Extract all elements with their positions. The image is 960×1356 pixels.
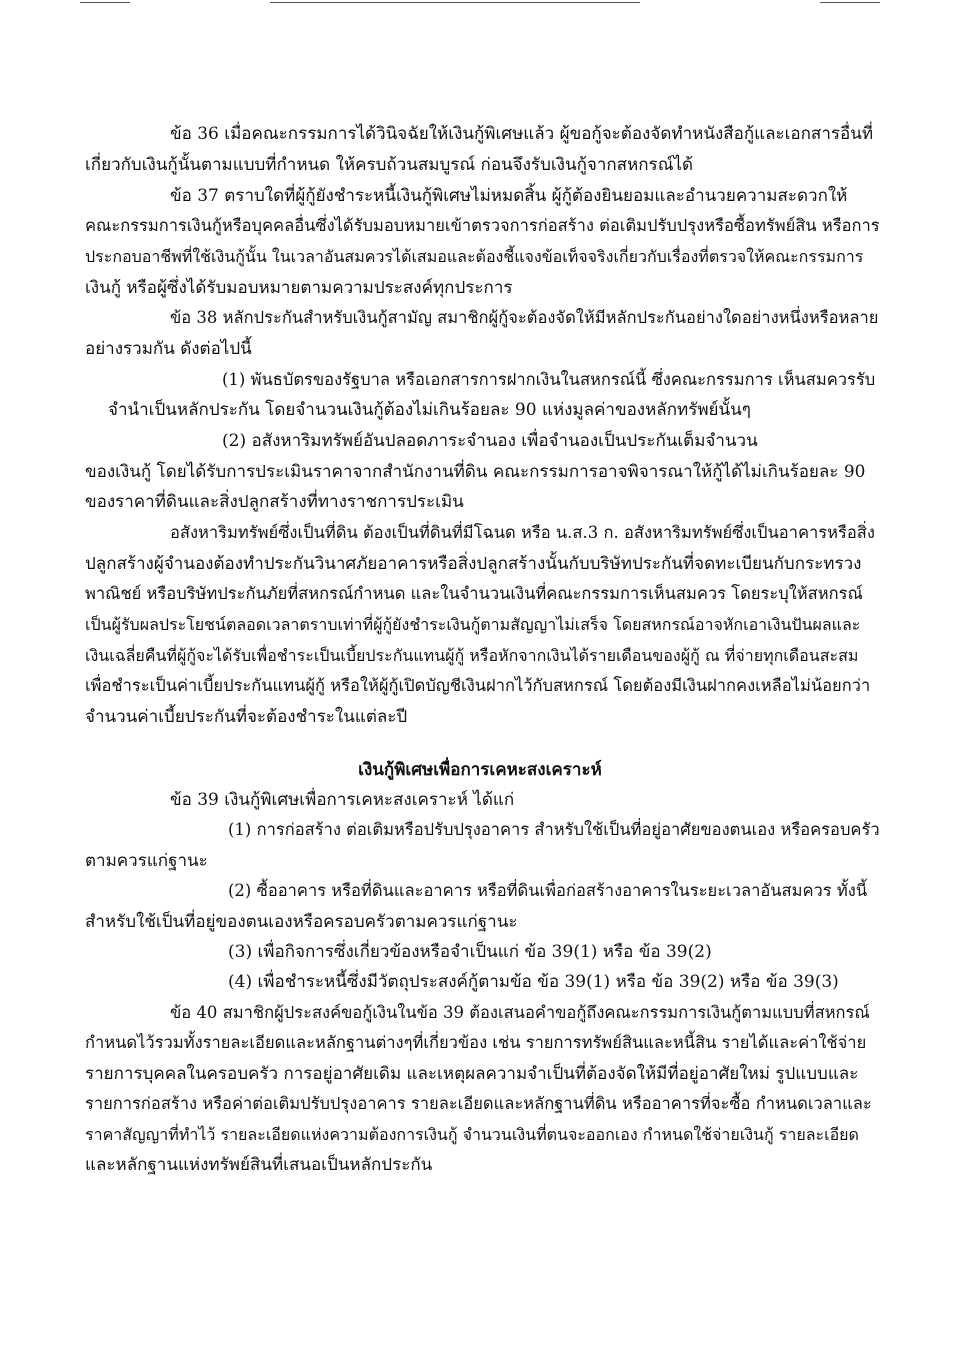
scan-edge-line (80, 2, 130, 3)
clause-37-line-4: เงินกู้ หรือผู้ซึ่งได้รับมอบหมายตามความประสงค์ทุกประการ (85, 278, 513, 298)
clause-38-item-1-line-2: จำนำเป็นหลักประกัน โดยจำนวนเงินกู้ต้องไม่เกินร้อยละ 90 แห่งมูลค่าของหลักทรัพย์นั้นๆ (108, 400, 751, 420)
clause-38-para-line-3: พาณิชย์ หรือบริษัทประกันภัยที่สหกรณ์กำหนด และในจำนวนเงินที่คณะกรรมการเห็นสมควร โดยระบุให้สหกรณ์ (85, 584, 863, 603)
clause-36-line-2: เกี่ยวกับเงินกู้นั้นตามแบบที่กำหนด ให้ครบถ้วนสมบูรณ์ ก่อนจึงรับเงินกู้จากสหกรณ์ได้ (85, 155, 694, 175)
section-heading: เงินกู้พิเศษเพื่อการเคหะสงเคราะห์ (358, 760, 602, 780)
clause-39-item-2-line-1: (2) ซื้ออาคาร หรือที่ดินและอาคาร หรือที่ดินเพื่อก่อสร้างอาคารในระยะเวลาอันสมควร ทั้งนี้ (228, 881, 868, 900)
clause-38-para-line-1: อสังหาริมทรัพย์ซึ่งเป็นที่ดิน ต้องเป็นที่ดินที่มีโฉนด หรือ น.ส.3 ก. อสังหาริมทรัพย์ซึ่งเป็นอาคารหรือสิ่ง (170, 523, 875, 542)
clause-40-line-1: ข้อ 40 สมาชิกผู้ประสงค์ขอกู้เงินในข้อ 39 ต้องเสนอคำขอกู้ถึงคณะกรรมการเงินกู้ตามแบบที่สหกรณ์ (170, 1003, 870, 1022)
clause-38-para-line-6: เพื่อชำระเป็นค่าเบี้ยประกันแทนผู้กู้ หรือให้ผู้กู้เปิดบัญชีเงินฝากไว้กับสหกรณ์ โดยต้องมีเงินฝากคงเหลือไม่น้อยกว่า (85, 676, 871, 695)
clause-40-line-3: รายการบุคคลในครอบครัว การอยู่อาศัยเดิม และเหตุผลความจำเป็นที่ต้องจัดให้มีที่อยู่อาศัยใหม่ รูปแบบและ (85, 1064, 859, 1084)
clause-38-para-line-7: จำนวนค่าเบี้ยประกันที่จะต้องชำระในแต่ละปี (85, 707, 408, 727)
clause-38-para-line-2: ปลูกสร้างผู้จำนองต้องทำประกันวินาศภัยอาคารหรือสิ่งปลูกสร้างนั้นกับบริษัทประกันที่จดทะเบียนกับกระทรวง (85, 554, 862, 574)
clause-38-item-2-line-3: ของราคาที่ดินและสิ่งปลูกสร้างที่ทางราชการประเมิน (85, 492, 464, 512)
clause-39-line-1: ข้อ 39 เงินกู้พิเศษเพื่อการเคหะสงเคราะห์ ได้แก่ (170, 790, 515, 810)
clause-38-item-2-line-1: (2) อสังหาริมทรัพย์อันปลอดภาระจำนอง เพื่อจำนองเป็นประกันเต็มจำนวน (222, 431, 758, 451)
clause-39-item-3: (3) เพื่อกิจการซึ่งเกี่ยวข้องหรือจำเป็นแก่ ข้อ 39(1) หรือ ข้อ 39(2) (228, 942, 712, 962)
clause-40-line-5: ราคาสัญญาที่ทำไว้ รายละเอียดแห่งความต้องการเงินกู้ จำนวนเงินที่ตนจะออกเอง กำหนดใช้จ่ายเงินกู้ รายละเอียด (85, 1125, 859, 1144)
clause-40-line-4: รายการก่อสร้าง หรือค่าต่อเติมปรับปรุงอาคาร รายละเอียดและหลักฐานที่ดิน หรืออาคารที่จะซื้อ กำหนดเวลาและ (85, 1094, 872, 1113)
clause-39-item-4: (4) เพื่อชำระหนี้ซึ่งมีวัตถุประสงค์กู้ตามข้อ ข้อ 39(1) หรือ ข้อ 39(2) หรือ ข้อ 39(3) (228, 972, 839, 992)
clause-37-line-1: ข้อ 37 ตราบใดที่ผู้กู้ยังชำระหนี้เงินกู้พิเศษไม่หมดสิ้น ผู้กู้ต้องยินยอมและอำนวยความสะดวกให้ (170, 186, 848, 206)
clause-38-para-line-5: เงินเฉลี่ยคืนที่ผู้กู้จะได้รับเพื่อชำระเป็นเบี้ยประกันแทนผู้กู้ หรือหักจากเงินได้รายเดือนของผู้กู้ ณ ที่จ่ายทุกเดือนสะสม (85, 646, 859, 665)
clause-38-line-1: ข้อ 38 หลักประกันสำหรับเงินกู้สามัญ สมาชิกผู้กู้จะต้องจัดให้มีหลักประกันอย่างใดอย่างหนึ่งหรือหลาย (170, 308, 879, 327)
clause-39-item-2-line-2: สำหรับใช้เป็นที่อยู่ของตนเองหรือครอบครัวตามควรแก่ฐานะ (85, 912, 518, 932)
clause-37-line-2: คณะกรรมการเงินกู้หรือบุคคลอื่นซึ่งได้รับมอบหมายเข้าตรวจการก่อสร้าง ต่อเติมปรับปรุงหรือซื้อทรัพย์สิน หรือการ (85, 216, 880, 235)
clause-40-line-6: และหลักฐานแห่งทรัพย์สินที่เสนอเป็นหลักประกัน (85, 1155, 433, 1175)
clause-40-line-2: กำหนดไว้รวมทั้งรายละเอียดและหลักฐานต่างๆที่เกี่ยวข้อง เช่น รายการทรัพย์สินและหนี้สิน รายได้และค่าใช้จ่าย (85, 1033, 867, 1052)
scan-edge-line (270, 2, 640, 3)
clause-39-item-1-line-2: ตามควรแก่ฐานะ (85, 851, 208, 871)
clause-38-item-2-line-2: ของเงินกู้ โดยได้รับการประเมินราคาจากสำนักงานที่ดิน คณะกรรมการอาจพิจารณาให้กู้ได้ไม่เกินร้อยละ 90 (85, 462, 866, 482)
clause-38-item-1-line-1: (1) พันธบัตรของรัฐบาล หรือเอกสารการฝากเงินในสหกรณ์นี้ ซึ่งคณะกรรมการ เห็นสมควรรับ (222, 370, 876, 389)
clause-37-line-3: ประกอบอาชีพที่ใช้เงินกู้นั้น ในเวลาอันสมควรได้เสมอและต้องชี้แจงข้อเท็จจริงเกี่ยวกับเรื่องที่ตรวจให้คณะกรรมการ (85, 247, 864, 266)
clause-38-para-line-4: เป็นผู้รับผลประโยชน์ตลอดเวลาตราบเท่าที่ผู้กู้ยังชำระเงินกู้ตามสัญญาไม่เสร็จ โดยสหกรณ์อาจหักเอาเงินปันผลและ (85, 615, 861, 634)
clause-36-line-1: ข้อ 36 เมื่อคณะกรรมการได้วินิจฉัยให้เงินกู้พิเศษแล้ว ผู้ขอกู้จะต้องจัดทำหนังสือกู้และเอกสารอื่นที่ (170, 124, 874, 144)
scan-edge-line (820, 2, 880, 3)
clause-38-line-2: อย่างรวมกัน ดังต่อไปนี้ (85, 339, 252, 359)
clause-39-item-1-line-1: (1) การก่อสร้าง ต่อเติมหรือปรับปรุงอาคาร สำหรับใช้เป็นที่อยู่อาศัยของตนเอง หรือครอบครัว (228, 820, 880, 839)
